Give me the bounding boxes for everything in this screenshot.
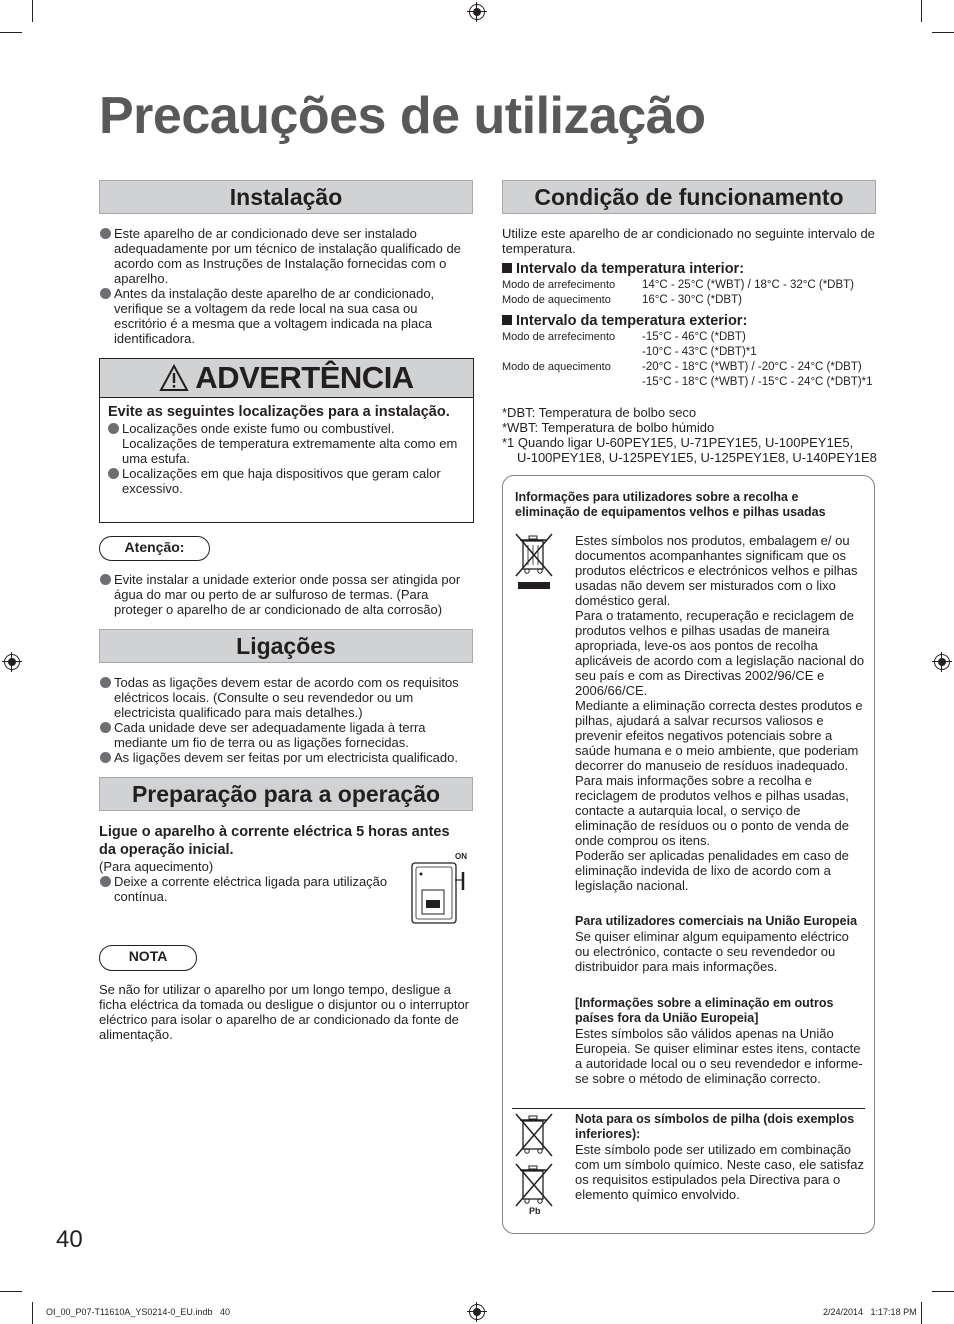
- crop-mark: [921, 0, 922, 22]
- list-item: Deixe a corrente eléctrica ligada para utilização contínua.: [100, 874, 400, 904]
- warning-icon: [159, 364, 189, 392]
- registration-mark-icon: [934, 654, 950, 670]
- table-row: Modo de aquecimento 16°C - 30°C (*DBT): [502, 294, 742, 306]
- bullet-icon: [100, 288, 111, 299]
- warning-header: [100, 359, 473, 398]
- registration-mark-icon: [469, 1304, 485, 1320]
- operating-intro: Utilize este aparelho de ar condicionado no seguinte intervalo de temperatura.: [502, 226, 875, 256]
- preparation-list: [100, 874, 400, 904]
- attention-label: Atenção:: [99, 536, 210, 561]
- outside-text: Estes símbolos são válidos apenas na União Europeia. Se quiser eliminar estes itens, contacte a autoridade local ou o seu revendedor e informe-se sobre o método de eliminação correcto.: [575, 1026, 863, 1086]
- crop-mark: [932, 32, 954, 33]
- list-item: Todas as ligações devem estar de acordo com os requisitos eléctricos locais. (Consulte o seu revendedor ou um electricista qualificado para mais detalhes.): [100, 675, 474, 720]
- list-item: Localizações em que haja dispositivos que geram calor excessivo.: [108, 466, 465, 496]
- warning-box: [99, 358, 474, 523]
- crossed-bin-icon: [514, 532, 556, 592]
- table-row: Modo de aquecimento -20°C - 18°C (*WBT) / -20°C - 24°C (*DBT): [502, 361, 862, 373]
- section-heading-installation: Instalação: [99, 180, 473, 214]
- page-title: Precauções de utilização: [99, 87, 706, 145]
- table-row: Modo de arrefecimento 14°C - 25°C (*WBT) / 18°C - 32°C (*DBT): [502, 279, 855, 291]
- list-item: Evite instalar a unidade exterior onde possa ser atingida por água do mar ou perto de ar sulfuroso de termas. (Para proteger o aparelho de ar condicionado de alta corrosão): [100, 572, 472, 617]
- section-heading-operating-condition: Condição de funcionamento: [502, 180, 876, 214]
- outside-eu-section: [575, 996, 865, 1086]
- nota-label: NOTA: [99, 945, 197, 971]
- commercial-heading: Para utilizadores comerciais na União Europeia: [575, 914, 858, 928]
- section-heading-connections: Ligações: [99, 629, 473, 663]
- crop-mark: [932, 1291, 954, 1292]
- registration-mark-icon: [4, 654, 20, 670]
- section-heading-preparation: Preparação para a operação: [99, 777, 473, 811]
- outside-heading: [Informações sobre a eliminação em outros países fora da União Europeia]: [575, 996, 834, 1025]
- preparation-bold-text: Ligue o aparelho à corrente eléctrica 5 horas antes da operação inicial.: [99, 824, 450, 858]
- registration-mark-icon: [469, 4, 485, 20]
- list-item: Antes da instalação deste aparelho de ar condicionado, verifique se a voltagem da rede local na sua casa ou escritório é a mesma que a voltagem indicada na placa identificadora.: [100, 286, 472, 346]
- divider: [512, 1108, 865, 1109]
- indoor-table: [502, 278, 882, 308]
- square-bullet-icon: [502, 263, 512, 273]
- warning-heading: ADVERTÊNCIA: [195, 360, 414, 395]
- bullet-icon: [100, 876, 111, 887]
- footer-date: 2/24/2014 1:17:18 PM: [823, 1307, 917, 1317]
- list-item: Este aparelho de ar condicionado deve ser instalado adequadamente por um técnico de instalação qualificado de acordo com as Instruções de Instalação fornecidas com o aparelho.: [100, 226, 472, 286]
- disposal-heading: Informações para utilizadores sobre a recolha e eliminação de equipamentos velhos e pilhas usadas: [515, 490, 826, 519]
- installation-list: [100, 226, 472, 346]
- outdoor-table: [502, 330, 882, 390]
- bullet-icon: [100, 574, 111, 585]
- table-row: Modo de arrefecimento -15°C - 46°C (*DBT): [502, 331, 746, 343]
- switch-on-label: ON: [455, 852, 467, 861]
- preparation-note: (Para aquecimento): [99, 859, 214, 874]
- list-item: Localizações onde existe fumo ou combustível. Localizações de temperatura extremamente alta como em uma estufa.: [108, 421, 465, 466]
- bullet-icon: [100, 677, 111, 688]
- list-item: As ligações devem ser feitas por um electricista qualificado.: [100, 750, 474, 765]
- list-item: Cada unidade deve ser adequadamente ligada à terra mediante um fio de terra ou as ligações fornecidas.: [100, 720, 474, 750]
- outdoor-heading: Intervalo da temperatura exterior:: [502, 313, 747, 329]
- page-number: 40: [56, 1226, 83, 1253]
- bullet-icon: [108, 423, 119, 434]
- footnotes: *DBT: Temperatura de bolbo seco *WBT: Temperatura de bolbo húmido *1 Quando ligar U-60PEY1E5, U-71PEY1E5, U-100PEY1E5, U-100PEY1E8, U-125PEY1E5, U-125PEY1E8, U-140PEY1E8: [502, 405, 877, 465]
- commercial-text: Se quiser eliminar algum equipamento eléctrico ou electrónico, contacte o seu revendedor ou distribuidor para mais informações.: [575, 929, 849, 974]
- battery-section: [575, 1112, 865, 1202]
- bullet-icon: [100, 228, 111, 239]
- table-row: -15°C - 18°C (*WBT) / -15°C - 24°C (*DBT)*1: [642, 376, 873, 388]
- disposal-paragraphs: Estes símbolos nos produtos, embalagem e/ ou documentos acompanhantes significam que os produtos eléctricos e electrónicos velhos e pilhas usadas não devem ser misturados com o lixo doméstico geral. Para o tratamento, recuperação e reciclagem de produtos velhos e pilhas usadas de maneira apropriada, leve-os aos pontos de recolha aplicáveis de acordo com a legislação nacional do seu país e com as Directivas 2002/96/CE e 2006/66/CE. Mediante a eliminação correcta destes produtos e pilhas, ajudará a salvar recursos valiosos e prevenir efeitos negativos potenciais sobre a saúde humana e o meio ambiente, que poderiam decorrer do manuseio de resíduos inadequado. Para mais informações sobre a recolha e reciclagem de produtos velhos e pilhas usadas, contacte a autarquia local, o serviço de eliminação de resíduos ou o ponto de venda de onde comprou os itens. Poderão ser aplicadas penalidades em caso de eliminação indevida de lixo de acordo com a legislação nacional.: [575, 533, 865, 893]
- square-bullet-icon: [502, 315, 512, 325]
- nota-text: Se não for utilizar o aparelho por um longo tempo, desligue a ficha eléctrica da tomada ou desligue o disjuntor ou o interruptor eléctrico para isolar o aparelho de ar condicionado da fonte de alimentação.: [99, 982, 469, 1042]
- battery-bin-icon: [514, 1112, 556, 1158]
- battery-text: Este símbolo pode ser utilizado em combinação com um símbolo químico. Neste caso, ele satisfaz os requisitos estipulados pela Directiva para o elemento químico envolvido.: [575, 1142, 865, 1202]
- bullet-icon: [100, 722, 111, 733]
- table-row: -10°C - 43°C (*DBT)*1: [642, 346, 757, 358]
- pb-label: Pb: [529, 1206, 541, 1216]
- commercial-users-section: [575, 914, 865, 974]
- attention-list: [100, 572, 472, 617]
- battery-bin-pb-icon: [514, 1162, 556, 1208]
- bullet-icon: [108, 468, 119, 479]
- breaker-switch-icon: [407, 860, 469, 926]
- indoor-heading: Intervalo da temperatura interior:: [502, 261, 744, 277]
- footer-file: OI_00_P07-T11610A_YS0214-0_EU.indb 40: [46, 1307, 230, 1317]
- bullet-icon: [100, 752, 111, 763]
- crop-mark: [921, 1302, 922, 1324]
- crop-mark: [32, 0, 33, 22]
- crop-mark: [32, 1302, 33, 1324]
- connections-list: [100, 675, 474, 765]
- crop-mark: [0, 32, 22, 33]
- crop-mark: [0, 1291, 22, 1292]
- battery-heading: Nota para os símbolos de pilha (dois exemplos inferiores):: [575, 1112, 855, 1141]
- warning-subheading: Evite as seguintes localizações para a instalação.: [108, 404, 450, 420]
